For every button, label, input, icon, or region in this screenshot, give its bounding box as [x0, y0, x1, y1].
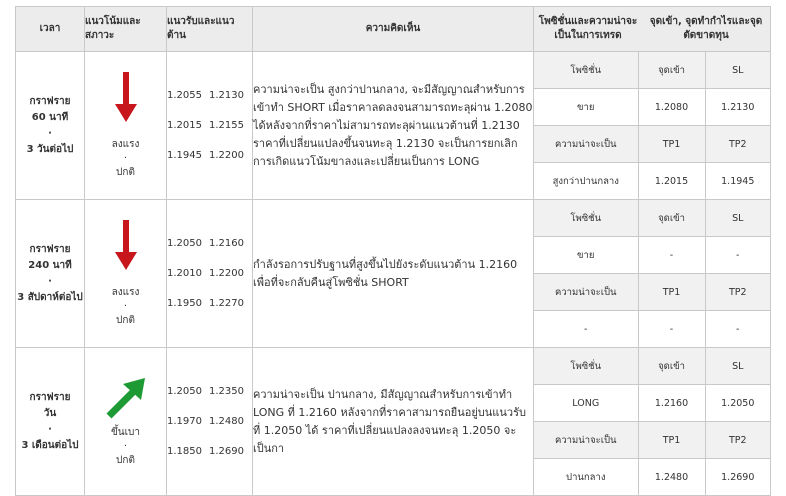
support-value: 1.1970	[167, 415, 202, 427]
trend-cell	[85, 348, 167, 496]
level-row	[167, 259, 252, 289]
resistance-value: 1.2480	[209, 415, 244, 427]
period-line3: 3 เดือนต่อไป	[21, 439, 79, 451]
header-comment: ความคิดเห็น	[253, 7, 534, 52]
entry-value: -	[638, 237, 705, 274]
support-value: 1.2050	[167, 237, 202, 249]
position-cell	[534, 200, 771, 348]
trend-strength: ขึ้นเบา	[110, 426, 141, 438]
trend-state: ปกติ	[116, 314, 135, 326]
period-cell	[16, 348, 85, 496]
tp2-value: 1.2690	[705, 459, 770, 496]
period-line2: วัน	[43, 407, 57, 419]
arrow-down-icon	[85, 72, 166, 124]
period-dot: ·	[48, 127, 52, 139]
position-value: LONG	[534, 385, 638, 422]
trend-dot: ·	[123, 440, 128, 452]
sl-label: SL	[705, 52, 770, 89]
position-table	[534, 348, 770, 495]
entry-value: 1.2160	[638, 385, 705, 422]
position-value: ขาย	[534, 89, 638, 126]
tp2-value: 1.1945	[705, 163, 770, 200]
level-row	[167, 407, 252, 437]
header-position: โพซิชั่นและความน่าจะเป็นในการเทรด	[538, 16, 638, 41]
sl-value: -	[705, 237, 770, 274]
level-row	[167, 377, 252, 407]
level-row	[167, 289, 252, 319]
position-cell	[534, 348, 771, 496]
tp2-label: TP2	[705, 422, 770, 459]
entry-label: จุดเข้า	[638, 200, 705, 237]
sl-label: SL	[705, 200, 770, 237]
level-row	[167, 229, 252, 259]
entry-label: จุดเข้า	[638, 348, 705, 385]
level-row	[167, 437, 252, 467]
trend-cell	[85, 200, 167, 348]
support-value: 1.1950	[167, 297, 202, 309]
support-value: 1.1945	[167, 149, 202, 161]
period-line1: กราฟราย	[29, 243, 71, 255]
header-levels: แนวรับและแนวต้าน	[167, 7, 253, 52]
position-cell	[534, 52, 771, 200]
support-value: 1.2055	[167, 89, 202, 101]
trend-strength: ลงแรง	[111, 286, 140, 298]
level-row	[167, 111, 252, 141]
resistance-value: 1.2130	[209, 89, 244, 101]
period-line2: 60 นาที	[31, 111, 69, 123]
resistance-value: 1.2160	[209, 237, 244, 249]
support-value: 1.2050	[167, 385, 202, 397]
comment-cell: ความน่าจะเป็น ปานกลาง, มีสัญญาณสำหรับการเข้าทำ LONG ที่ 1.2160 หลังจากที่ราคาสามารถยืนอยู่บนแนวรับที่ 1.2050 ได้ ราคาที่เปลี่ยนแปลงลงจนทะลุ 1.2050 จะเป็นกา	[253, 348, 534, 496]
probability-value: ปานกลาง	[566, 471, 606, 483]
levels-cell	[167, 348, 253, 496]
level-row	[167, 81, 252, 111]
header-row	[16, 7, 771, 52]
tp1-label: TP1	[638, 126, 705, 163]
resistance-value: 1.2200	[209, 267, 244, 279]
trend-dot: ·	[123, 152, 128, 164]
entry-label: จุดเข้า	[638, 52, 705, 89]
resistance-value: 1.2690	[209, 445, 244, 457]
arrow-up-icon	[85, 376, 166, 420]
period-line3: 3 วันต่อไป	[26, 143, 74, 155]
trend-state: ปกติ	[116, 166, 135, 178]
position-table	[534, 52, 770, 199]
trend-strength: ลงแรง	[111, 138, 140, 150]
support-value: 1.2015	[167, 119, 202, 131]
probability-value: สูงกว่าปานกลาง	[552, 175, 619, 187]
resistance-value: 1.2200	[209, 149, 244, 161]
tp2-value: -	[705, 311, 770, 348]
tp2-label: TP2	[705, 274, 770, 311]
tp1-value: 1.2015	[638, 163, 705, 200]
position-table	[534, 200, 770, 347]
support-value: 1.2010	[167, 267, 202, 279]
period-line1: กราฟราย	[29, 391, 71, 403]
position-label: โพซิชั่น	[534, 348, 638, 385]
probability-value: -	[584, 323, 588, 335]
sl-value: 1.2050	[705, 385, 770, 422]
trend-cell	[85, 52, 167, 200]
probability-label: ความน่าจะเป็น	[534, 274, 638, 311]
resistance-value: 1.2350	[209, 385, 244, 397]
header-time: เวลา	[16, 7, 85, 52]
period-cell	[16, 200, 85, 348]
levels-cell	[167, 200, 253, 348]
tp1-value: -	[638, 311, 705, 348]
header-position-entry	[534, 7, 771, 52]
position-value: ขาย	[534, 237, 638, 274]
resistance-value: 1.2155	[209, 119, 244, 131]
resistance-value: 1.2270	[209, 297, 244, 309]
period-line1: กราฟราย	[29, 95, 71, 107]
probability-label: ความน่าจะเป็น	[534, 126, 638, 163]
sl-value: 1.2130	[705, 89, 770, 126]
period-cell	[16, 52, 85, 200]
support-value: 1.1850	[167, 445, 202, 457]
forecast-table	[15, 6, 771, 496]
sl-label: SL	[705, 348, 770, 385]
period-dot: ·	[48, 423, 52, 435]
table-row	[16, 52, 771, 200]
tp1-label: TP1	[638, 422, 705, 459]
position-label: โพซิชั่น	[534, 52, 638, 89]
tp1-label: TP1	[638, 274, 705, 311]
table-row	[16, 348, 771, 496]
header-entry: จุดเข้า, จุดทำกำไรและจุดตัดขาดทุน	[649, 16, 763, 41]
level-row	[167, 141, 252, 171]
table-row	[16, 200, 771, 348]
tp1-value: 1.2480	[638, 459, 705, 496]
period-line2: 240 นาที	[28, 259, 72, 271]
arrow-down-icon	[85, 220, 166, 272]
period-dot: ·	[48, 275, 52, 287]
probability-label: ความน่าจะเป็น	[534, 422, 638, 459]
tp2-label: TP2	[705, 126, 770, 163]
header-trend: แนวโน้มและสภาวะ	[85, 7, 167, 52]
period-line3: 3 สัปดาห์ต่อไป	[17, 291, 83, 303]
trend-dot: ·	[123, 300, 128, 312]
position-label: โพซิชั่น	[534, 200, 638, 237]
comment-cell: ความน่าจะเป็น สูงกว่าปานกลาง, จะมีสัญญาณสำหรับการเข้าทำ SHORT เมื่อราคาลดลงจนสามารถทะลุผ่าน 1.2080 ได้หลังจากที่ราคาไม่สามารถทะลุผ่านแนวต้านที่ 1.2130 ราคาที่เปลี่ยนแปลงขึ้นจนทะลุ 1.2130 จะเป็นการยกเลิกการเกิดแนวโน้มขาลงและเปลี่ยนเป็นการ LONG	[253, 52, 534, 200]
levels-cell	[167, 52, 253, 200]
comment-cell: กำลังรอการปรับฐานที่สูงขึ้นไปยังระดับแนวต้าน 1.2160 เพื่อที่จะกลับคืนสู่โพซิชั่น SHORT	[253, 200, 534, 348]
trend-state: ปกติ	[116, 454, 135, 466]
entry-value: 1.2080	[638, 89, 705, 126]
